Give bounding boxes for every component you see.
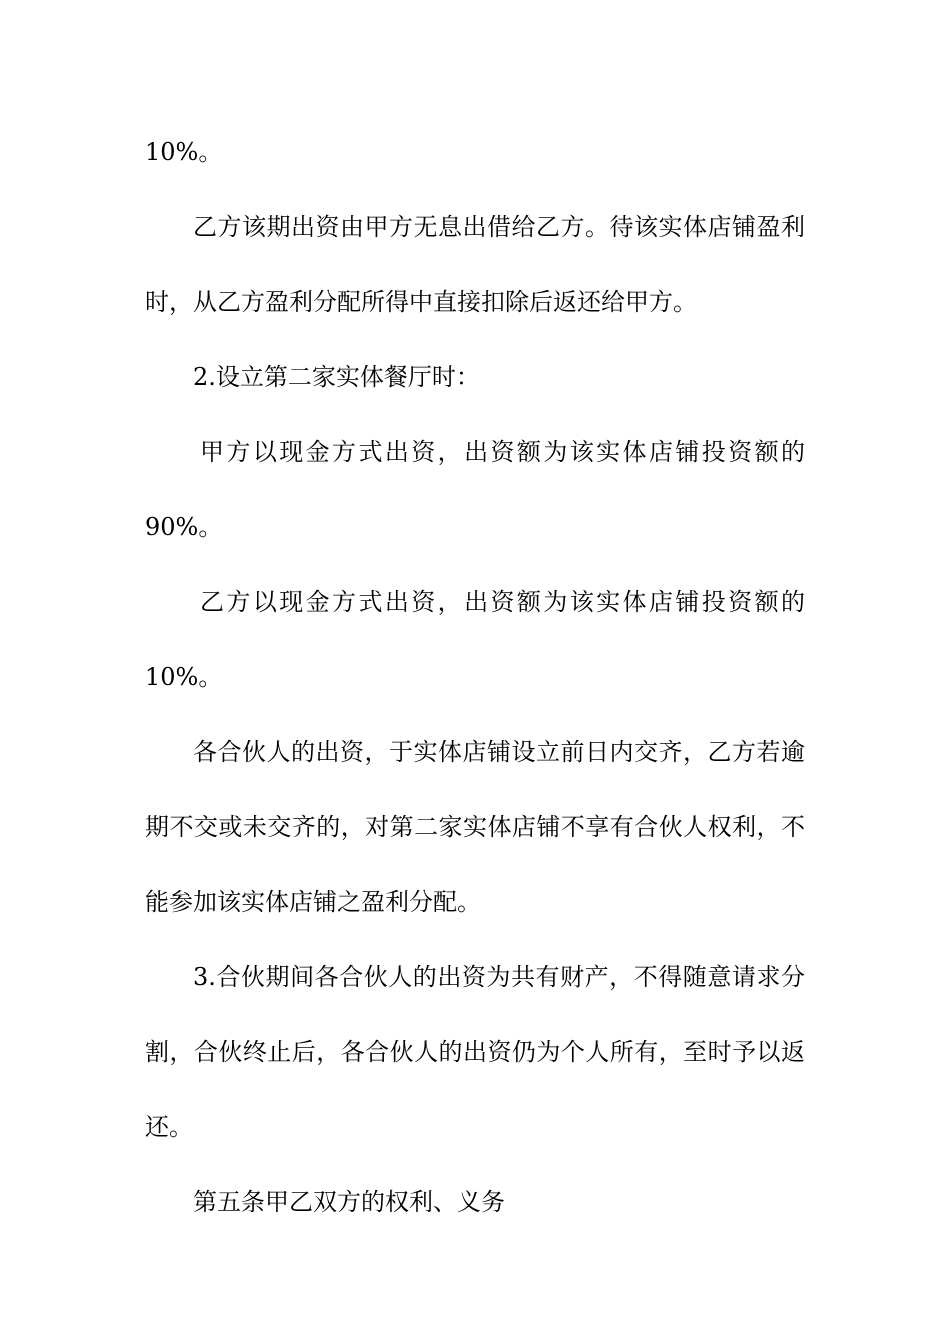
text-line: 3.合伙期间各合伙人的出资为共有财产，不得随意请求分 [193,963,805,991]
text-line: 甲方以现金方式出资，出资额为该实体店铺投资额的 [200,438,805,466]
text-line: 能参加该实体店铺之盈利分配。 [145,888,481,916]
section-heading: 第五条甲乙双方的权利、义务 [193,1188,505,1216]
text-line: 期不交或未交齐的，对第二家实体店铺不享有合伙人权利，不 [145,813,805,841]
text-line: 10%。 [145,138,223,166]
text-line: 10%。 [145,663,223,691]
text-line: 还。 [145,1113,193,1141]
text-line: 90%。 [145,513,223,541]
text-line: 各合伙人的出资，于实体店铺设立前日内交齐，乙方若逾 [193,738,805,766]
text-line: 2.设立第二家实体餐厅时： [193,363,480,391]
text-line: 乙方该期出资由甲方无息出借给乙方。待该实体店铺盈利 [193,213,805,241]
text-line: 乙方以现金方式出资，出资额为该实体店铺投资额的 [200,588,805,616]
text-line: 时，从乙方盈利分配所得中直接扣除后返还给甲方。 [145,288,697,316]
text-line: 割，合伙终止后，各合伙人的出资仍为个人所有，至时予以返 [145,1038,805,1066]
